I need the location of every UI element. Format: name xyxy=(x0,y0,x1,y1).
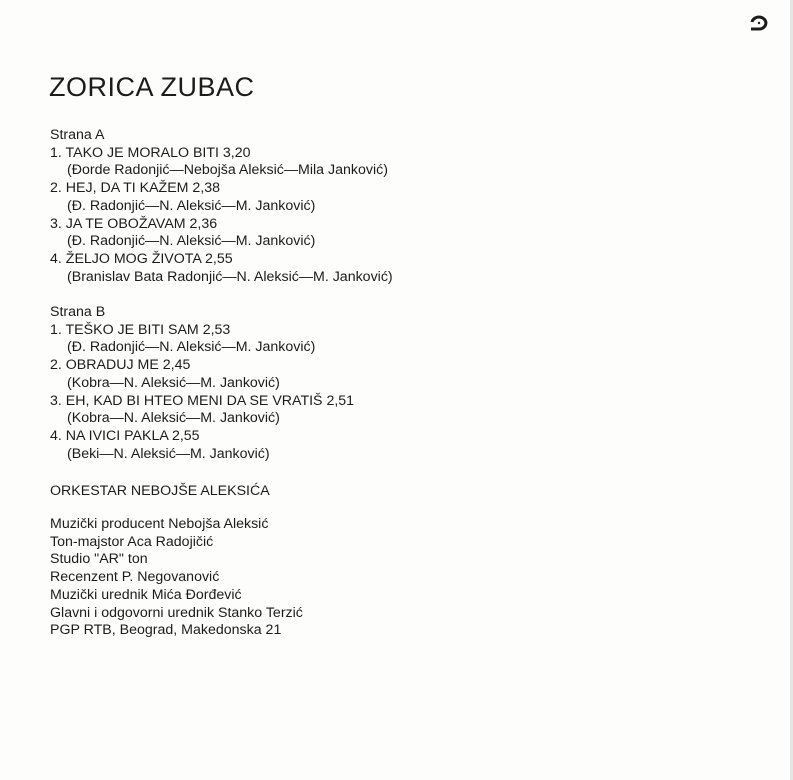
track-credits: (Đ. Radonjić—N. Aleksić—M. Janković) xyxy=(67,339,316,356)
credit-line: Glavni i odgovorni urednik Stanko Terzić xyxy=(50,604,303,621)
track-title: 2. OBRADUJ ME 2,45 xyxy=(50,357,191,374)
credit-line: Recenzent P. Negovanović xyxy=(50,569,220,586)
side-a-tracklist xyxy=(50,127,393,286)
credit-line: Ton-majstor Aca Radojičić xyxy=(50,533,214,550)
side-b-tracklist xyxy=(50,304,354,463)
side-a-label: Strana A xyxy=(50,127,105,143)
track-title: 3. JA TE OBOŽAVAM 2,36 xyxy=(50,215,218,232)
track-title: 1. TEŠKO JE BITI SAM 2,53 xyxy=(50,321,231,338)
track-credits: (Đorde Radonjić—Nebojša Aleksić—Mila Janković) xyxy=(67,162,388,179)
track-credits: (Kobra—N. Aleksić—M. Janković) xyxy=(67,374,280,391)
track-title: 1. TAKO JE MORALO BITI 3,20 xyxy=(50,144,251,161)
orchestra-credit xyxy=(50,483,270,501)
page-corner-mark-icon xyxy=(748,14,770,32)
track-title: 2. HEJ, DA TI KAŽEM 2,38 xyxy=(50,180,221,197)
album-artist-title: ZORICA ZUBAC xyxy=(49,72,255,102)
credit-line: Muzički urednik Mića Đorđević xyxy=(50,586,242,603)
production-credits xyxy=(50,516,303,640)
track-credits: (Branislav Bata Radonjić—N. Aleksić—M. Janković) xyxy=(67,268,393,285)
track-credits: (Kobra—N. Aleksić—M. Janković) xyxy=(67,410,280,427)
side-b-label: Strana B xyxy=(50,304,106,320)
track-title: 4. ŽELJO MOG ŽIVOTA 2,55 xyxy=(50,250,233,267)
track-credits: (Đ. Radonjić—N. Aleksić—M. Janković) xyxy=(67,233,316,250)
credit-line: Muzički producent Nebojša Aleksić xyxy=(50,516,269,532)
track-credits: (Beki—N. Aleksić—M. Janković) xyxy=(67,445,270,462)
track-title: 4. NA IVICI PAKLA 2,55 xyxy=(50,427,200,444)
orchestra-name: ORKESTAR NEBOJŠE ALEKSIĆA xyxy=(50,483,270,499)
track-credits: (Đ. Radonjić—N. Aleksić—M. Janković) xyxy=(67,197,316,214)
credit-line: Studio "AR" ton xyxy=(50,551,148,568)
track-title: 3. EH, KAD BI HTEO MENI DA SE VRATIŠ 2,51 xyxy=(50,392,355,409)
credit-line: PGP RTB, Beograd, Makedonska 21 xyxy=(50,622,282,639)
